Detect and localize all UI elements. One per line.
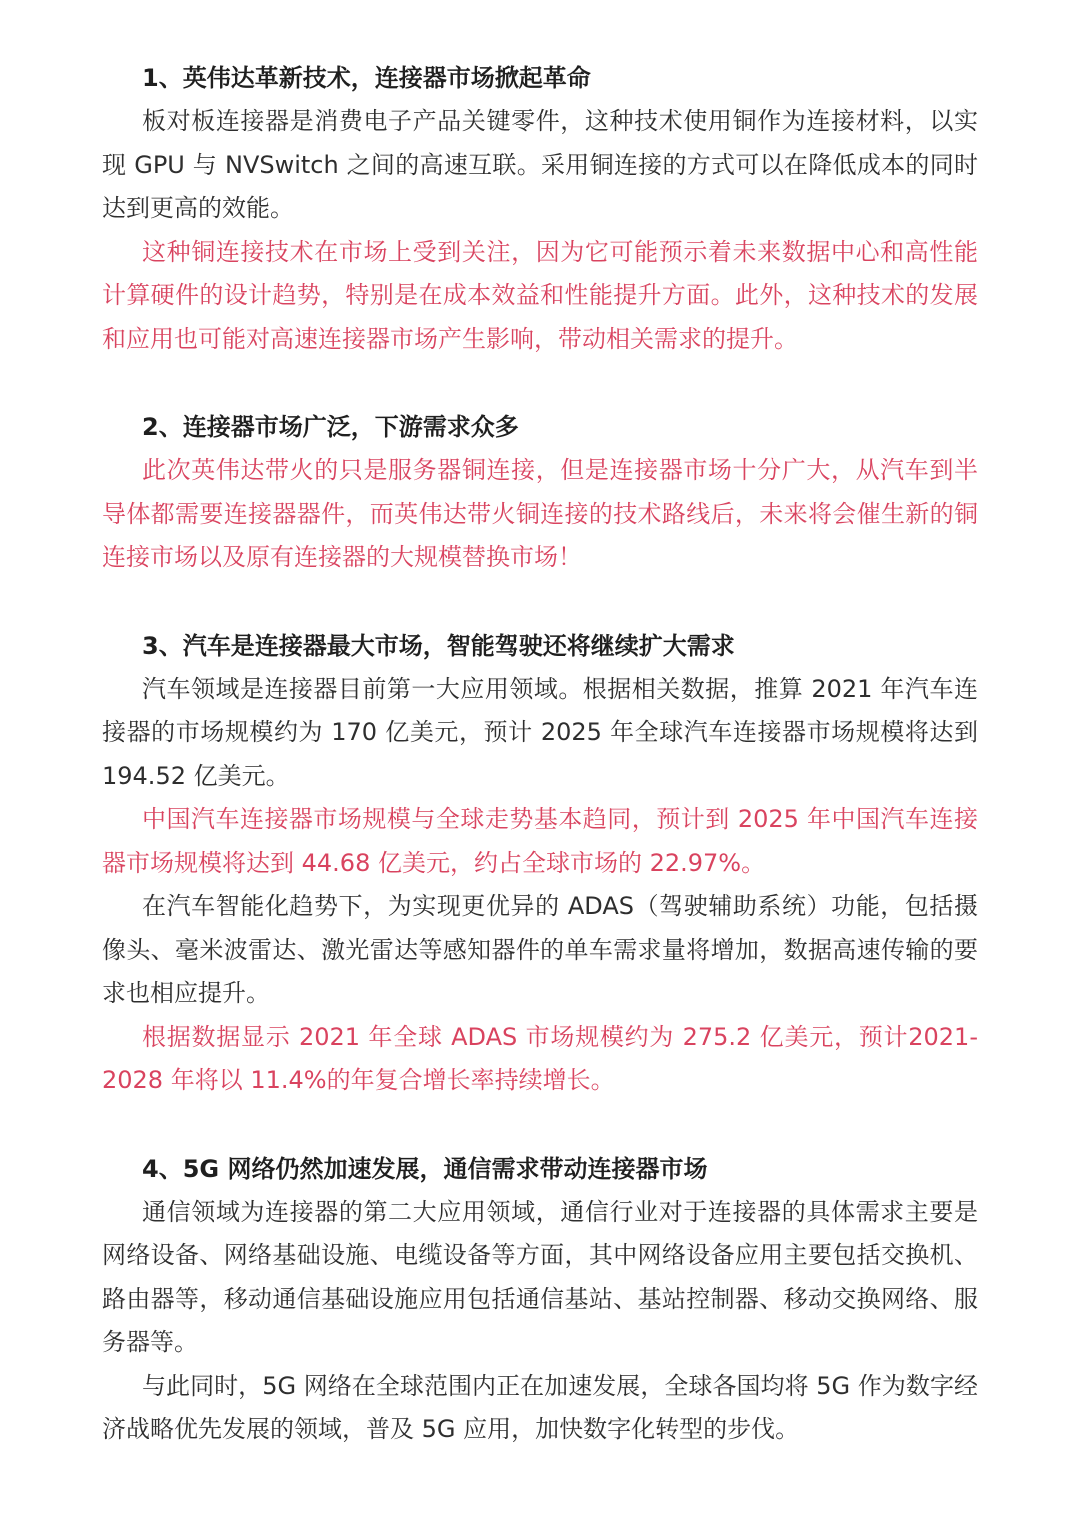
- section-heading: 4、5G 网络仍然加速发展，通信需求带动连接器市场: [142, 1154, 708, 1183]
- section-spacer: [102, 361, 978, 405]
- section-heading: 2、连接器市场广泛，下游需求众多: [142, 413, 519, 441]
- section-connector-market: [102, 405, 978, 580]
- section-heading: 3、汽车是连接器最大市场，智能驾驶还将继续扩大需求: [142, 631, 735, 660]
- section-automotive: [102, 624, 978, 1103]
- section-5g: [102, 1147, 978, 1452]
- section-heading: 1、英伟达革新技术，连接器市场掀起革命: [142, 64, 591, 92]
- paragraph: 板对板连接器是消费电子产品关键零件，这种技术使用铜作为连接材料，以实现 GPU 与 NVSwitch 之间的高速互联。采用铜连接的方式可以在降低成本的同时达到更高的效能。: [102, 107, 978, 222]
- document-page: [102, 56, 978, 1452]
- paragraph: 与此同时，5G 网络在全球范围内正在加速发展，全球各国均将 5G 作为数字经济战略优先发展的领域，普及 5G 应用，加快数字化转型的步伐。: [102, 1371, 978, 1443]
- highlight-paragraph: 这种铜连接技术在市场上受到关注，因为它可能预示着未来数据中心和高性能计算硬件的设计趋势，特别是在成本效益和性能提升方面。此外，这种技术的发展和应用也可能对高速连接器市场产生影响，带动相关需求的提升。: [102, 237, 978, 353]
- paragraph: 汽车领域是连接器目前第一大应用领域。根据相关数据，推算 2021 年汽车连接器的市场规模约为 170 亿美元，预计 2025 年全球汽车连接器市场规模将达到 194.52 亿美元。: [102, 674, 978, 790]
- highlight-paragraph: 根据数据显示 2021 年全球 ADAS 市场规模约为 275.2 亿美元，预计2021-2028 年将以 11.4%的年复合增长率持续增长。: [102, 1022, 978, 1094]
- section-spacer: [102, 1103, 978, 1147]
- section-spacer: [102, 580, 978, 624]
- highlight-paragraph: 此次英伟达带火的只是服务器铜连接，但是连接器市场十分广大，从汽车到半导体都需要连接器器件，而英伟达带火铜连接的技术路线后，未来将会催生新的铜连接市场以及原有连接器的大规模替换市场！: [102, 456, 978, 571]
- paragraph: 在汽车智能化趋势下，为实现更优异的 ADAS（驾驶辅助系统）功能，包括摄像头、毫米波雷达、激光雷达等感知器件的单车需求量将增加，数据高速传输的要求也相应提升。: [102, 892, 978, 1007]
- highlight-paragraph: 中国汽车连接器市场规模与全球走势基本趋同，预计到 2025 年中国汽车连接器市场规模将达到 44.68 亿美元，约占全球市场的 22.97%。: [102, 805, 978, 877]
- section-nvidia-tech: [102, 56, 978, 361]
- paragraph: 通信领域为连接器的第二大应用领域，通信行业对于连接器的具体需求主要是网络设备、网络基础设施、电缆设备等方面，其中网络设备应用主要包括交换机、路由器等，移动通信基础设施应用包括通信基站、基站控制器、移动交换网络、服务器等。: [102, 1197, 978, 1356]
